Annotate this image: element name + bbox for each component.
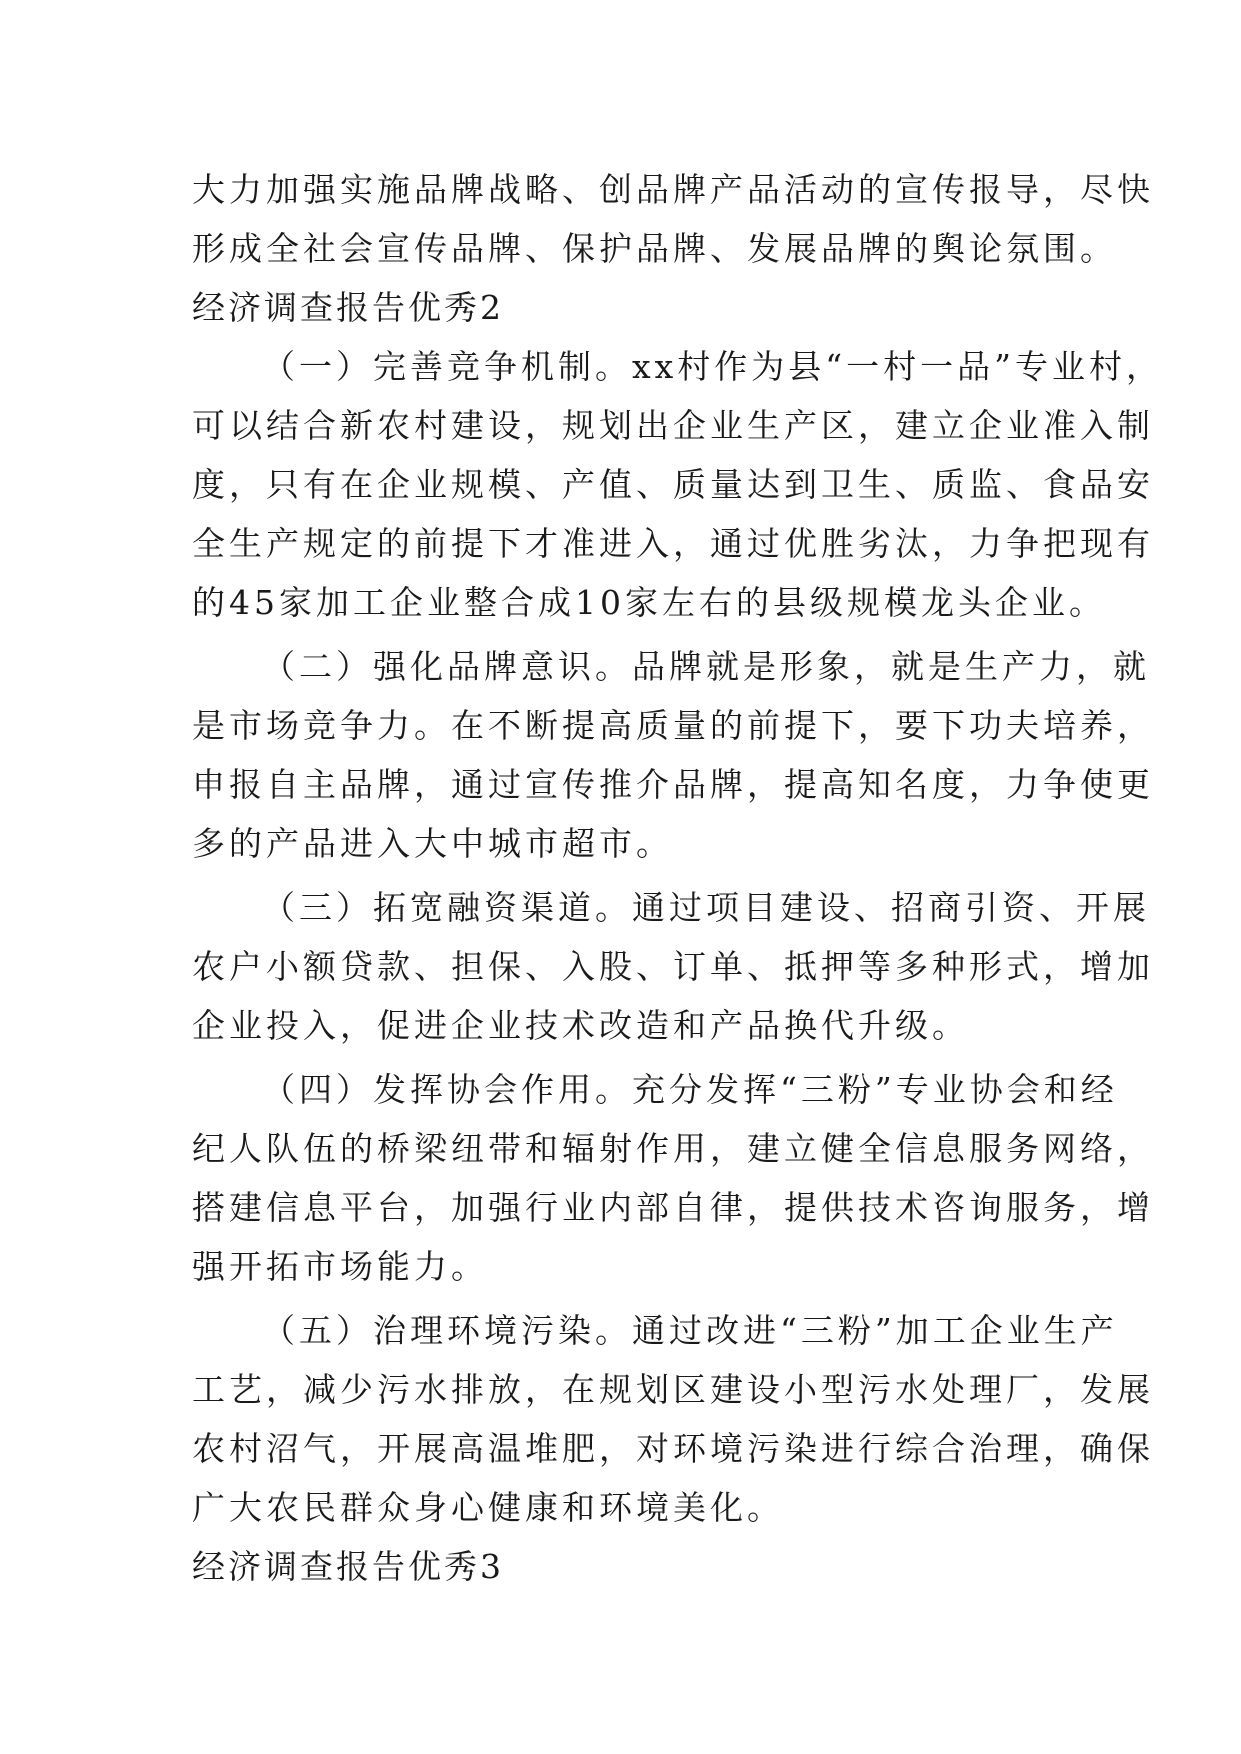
text-line: 强开拓市场能力。	[192, 1247, 488, 1286]
text-line: （三）拓宽融资渠道。通过项目建设、招商引资、开展	[262, 888, 1150, 927]
text-line: 形成全社会宣传品牌、保护品牌、发展品牌的舆论氛围。	[192, 229, 1117, 268]
intro-paragraph	[192, 160, 1154, 278]
text-line: 度，只有在企业规模、产值、质量达到卫生、质监、食品安	[192, 465, 1154, 504]
paragraph-1	[192, 337, 1163, 632]
paragraph-5	[192, 1301, 1154, 1537]
text-line: 多的产品进入大中城市超市。	[192, 824, 673, 863]
paragraph-2	[192, 637, 1154, 873]
text-line: （二）强化品牌意识。品牌就是形象，就是生产力，就	[262, 647, 1150, 686]
text-line: 工艺，减少污水排放，在规划区建设小型污水处理厂，发展	[192, 1370, 1154, 1409]
text-line: 企业投入，促进企业技术改造和产品换代升级。	[192, 1006, 969, 1045]
text-line: （五）治理环境污染。通过改进“三粉”加工企业生产	[262, 1311, 1118, 1350]
text-line: 全生产规定的前提下才准进入，通过优胜劣汰，力争把现有	[192, 524, 1154, 563]
text-line: （四）发挥协会作用。充分发挥“三粉”专业协会和经	[262, 1070, 1118, 1109]
text-line: 大力加强实施品牌战略、创品牌产品活动的宣传报导，尽快	[192, 170, 1154, 209]
paragraph-4	[192, 1060, 1154, 1296]
text-line: 农户小额贷款、担保、入股、订单、抵押等多种形式，增加	[192, 947, 1154, 986]
document-body	[192, 160, 1163, 1596]
text-line: 纪人队伍的桥梁纽带和辐射作用，建立健全信息服务网络，	[192, 1129, 1154, 1168]
section-heading-2: 经济调查报告优秀2	[192, 288, 504, 327]
text-line: 搭建信息平台，加强行业内部自律，提供技术咨询服务，增	[192, 1188, 1154, 1227]
text-line: 申报自主品牌，通过宣传推介品牌，提高知名度，力争使更	[192, 765, 1154, 804]
paragraph-3	[192, 878, 1154, 1055]
text-line: 是市场竞争力。在不断提高质量的前提下，要下功夫培养，	[192, 706, 1154, 745]
section-heading-3: 经济调查报告优秀3	[192, 1547, 504, 1586]
text-line: （一）完善竞争机制。xx村作为县“一村一品”专业村，	[262, 347, 1163, 386]
text-line: 农村沼气，开展高温堆肥，对环境污染进行综合治理，确保	[192, 1429, 1154, 1468]
text-line: 广大农民群众身心健康和环境美化。	[192, 1488, 784, 1527]
text-line: 可以结合新农村建设，规划出企业生产区，建立企业准入制	[192, 406, 1154, 445]
text-line: 的45家加工企业整合成10家左右的县级规模龙头企业。	[192, 583, 1106, 622]
